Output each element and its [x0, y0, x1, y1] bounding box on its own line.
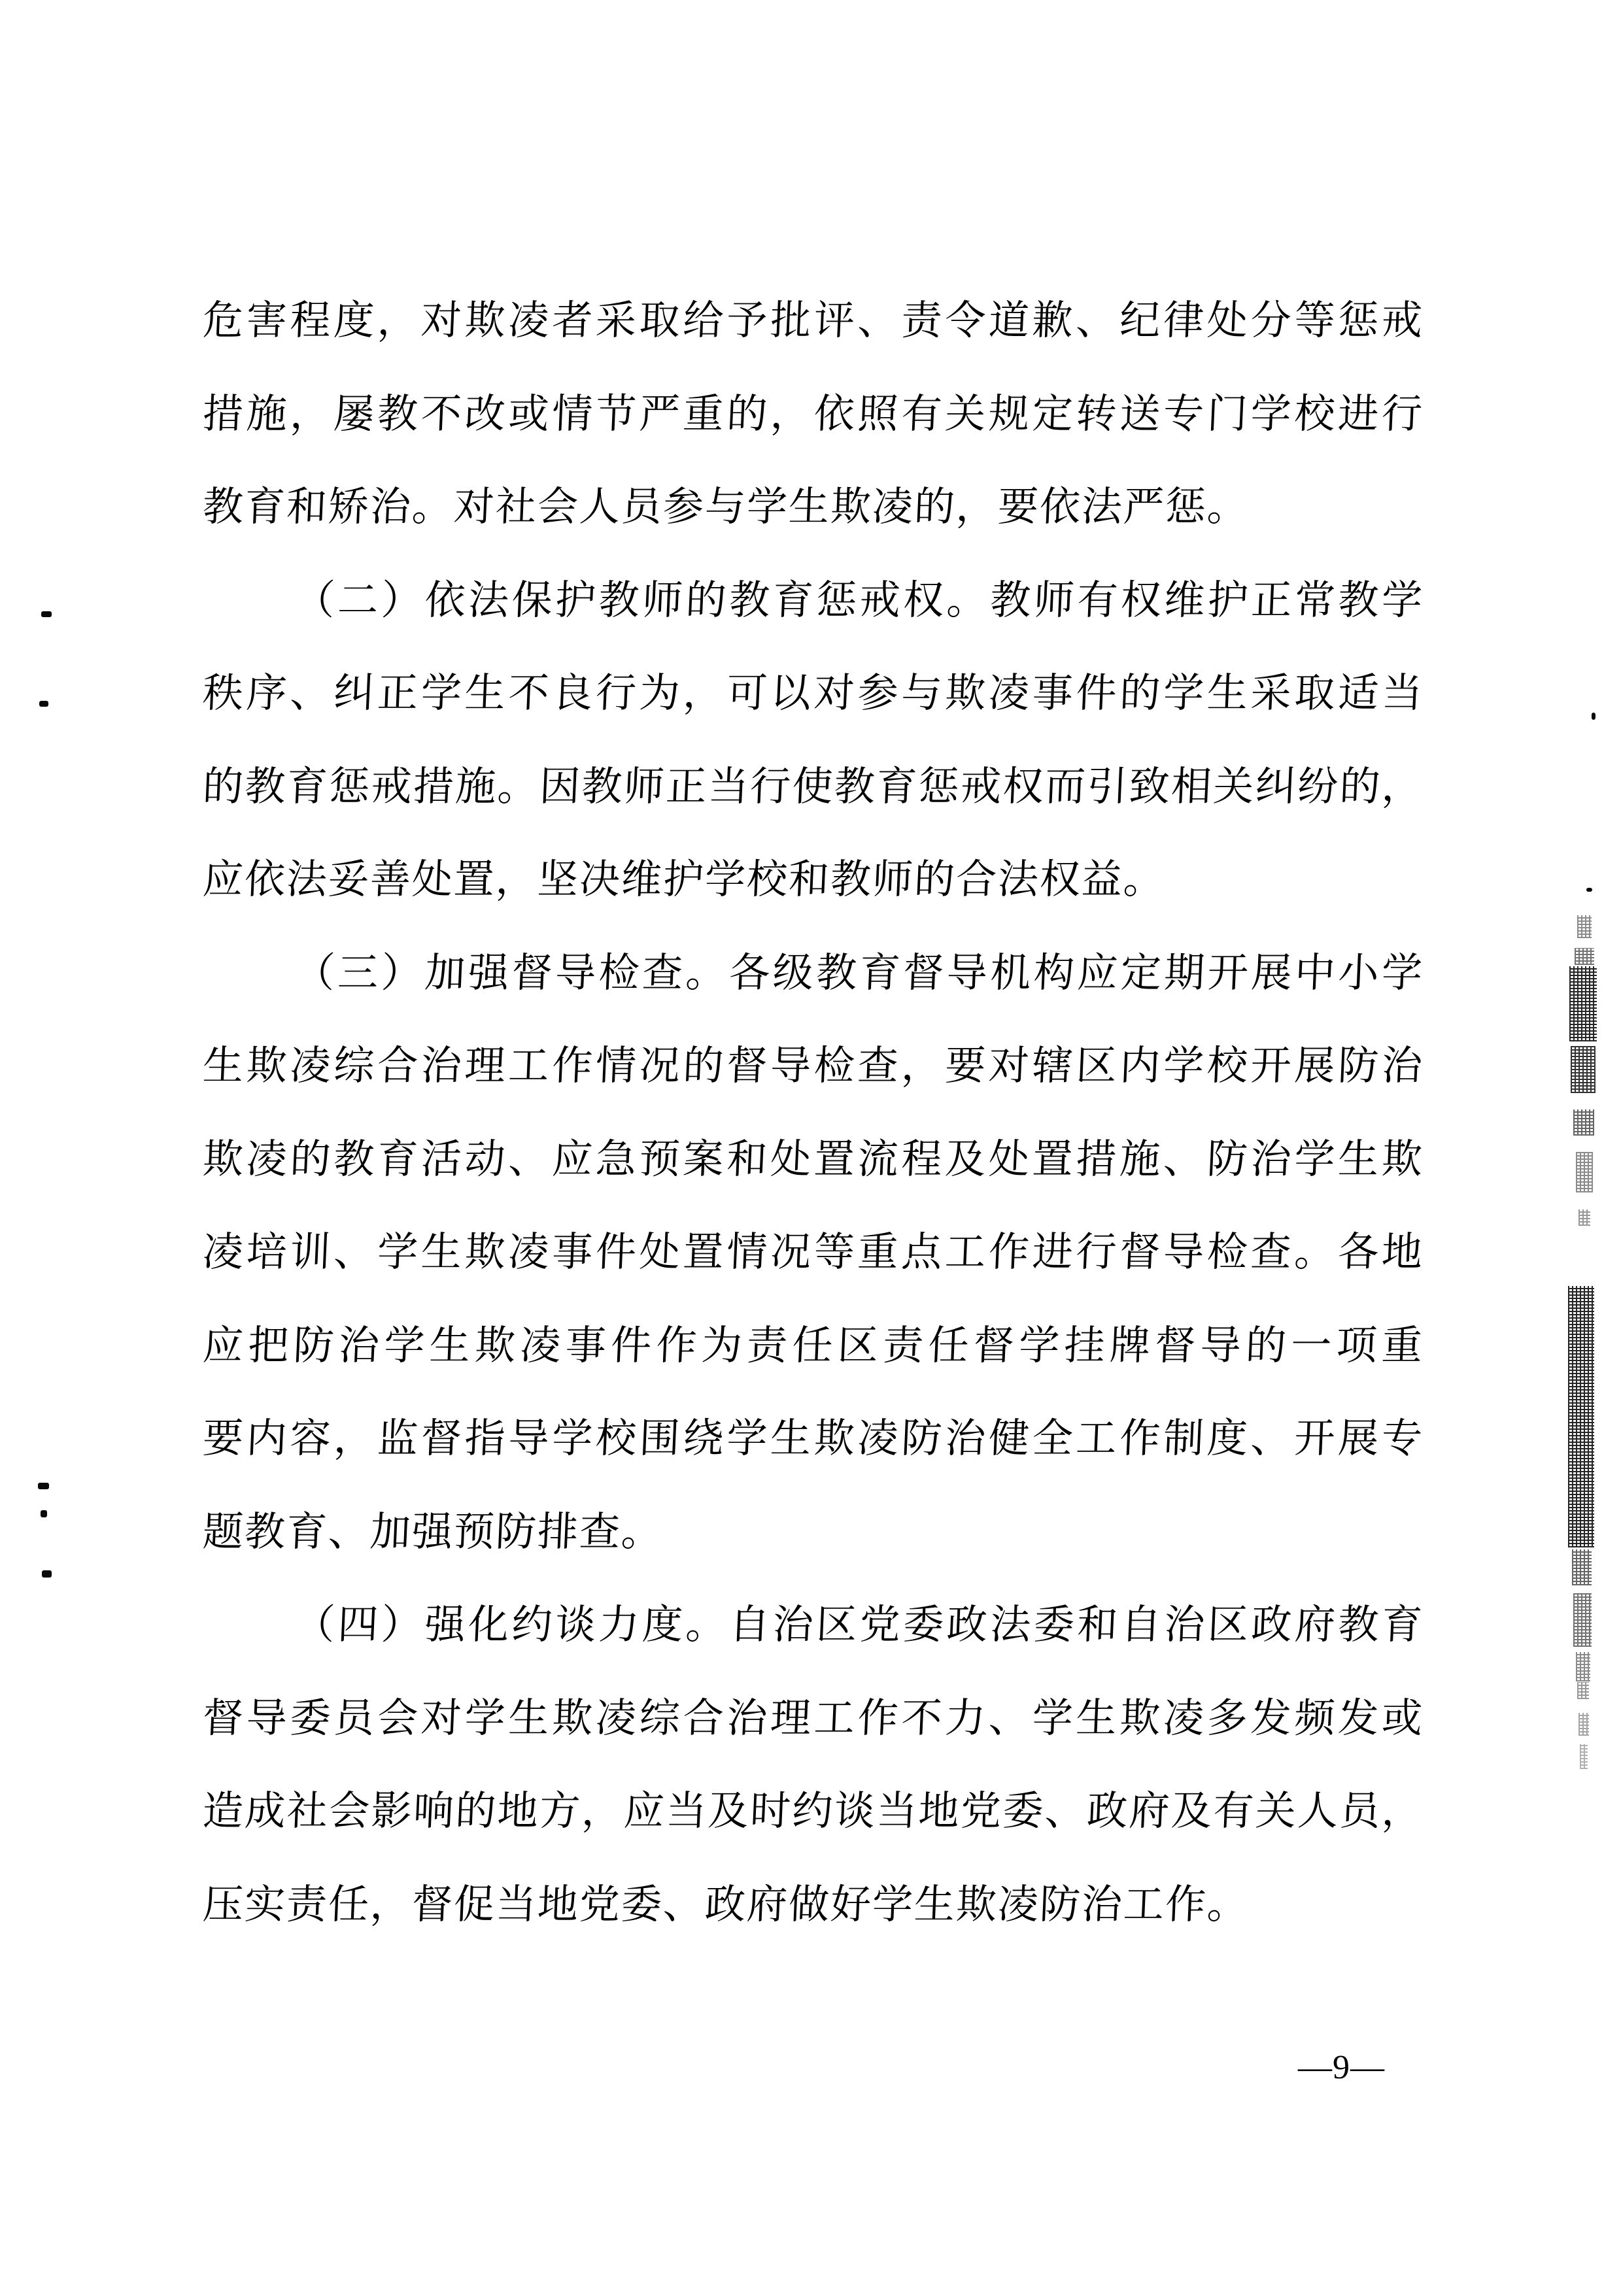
- scan-speck: [38, 1483, 49, 1489]
- scan-speck: [39, 701, 48, 707]
- scan-noise-segment: [1576, 1652, 1590, 1681]
- scan-speck: [41, 611, 52, 617]
- scan-noise-segment: [1577, 915, 1592, 938]
- text-line: 秩序、纠正学生不良行为，可以对参与欺凌事件的学生采取适当: [201, 671, 1424, 716]
- text-line: 的教育惩戒措施。因教师正当行使教育惩戒权而引致相关纠纷的，: [201, 764, 1424, 809]
- scan-noise-segment: [1578, 1713, 1589, 1736]
- text-line: 造成社会影响的地方，应当及时约谈当地党委、政府及有关人员，: [201, 1789, 1424, 1834]
- scan-speck: [41, 1510, 47, 1517]
- scan-noise-segment: [1573, 1593, 1592, 1647]
- scan-speck: [1592, 713, 1595, 720]
- scan-noise-segment: [1575, 948, 1594, 965]
- text-line: 要内容，监督指导学校围绕学生欺凌防治健全工作制度、开展专: [201, 1417, 1424, 1461]
- scan-noise-segment: [1577, 1682, 1589, 1699]
- scan-noise-segment: [1572, 1549, 1592, 1585]
- text-line: 教育和矫治。对社会人员参与学生欺凌的，要依法严惩。: [201, 485, 1250, 530]
- scan-speck: [42, 1570, 52, 1578]
- text-line: 凌培训、学生欺凌事件处置情况等重点工作进行督导检查。各地: [201, 1230, 1424, 1275]
- text-line: 督导委员会对学生欺凌综合治理工作不力、学生欺凌多发频发或: [201, 1696, 1424, 1741]
- text-line: 压实责任，督促当地党委、政府做好学生欺凌防治工作。: [201, 1882, 1250, 1927]
- text-line: （二）依法保护教师的教育惩戒权。教师有权维护正常教学: [293, 578, 1424, 623]
- scan-noise-segment: [1568, 1286, 1594, 1407]
- scan-noise-segment: [1580, 1744, 1588, 1769]
- page-number: —9—: [1298, 2049, 1385, 2086]
- text-line: 应依法妥善处置，坚决维护学校和教师的合法权益。: [201, 858, 1167, 902]
- text-line: （三）加强督导检查。各级教育督导机构应定期开展中小学: [293, 951, 1424, 996]
- scan-noise-segment: [1576, 1152, 1593, 1192]
- text-line: （四）强化约谈力度。自治区党委政法委和自治区政府教育: [293, 1603, 1424, 1647]
- scan-speck: [1586, 888, 1592, 892]
- scan-noise-segment: [1569, 966, 1597, 1041]
- text-line: 生欺凌综合治理工作情况的督导检查，要对辖区内学校开展防治: [201, 1044, 1424, 1089]
- text-line: 措施，屡教不改或情节严重的，依照有关规定转送专门学校进行: [201, 392, 1424, 437]
- text-line: 题教育、加强预防排查。: [201, 1510, 664, 1555]
- scan-noise-segment: [1568, 1407, 1594, 1547]
- text-line: 欺凌的教育活动、应急预案和处置流程及处置措施、防治学生欺: [201, 1137, 1424, 1182]
- scan-noise-segment: [1573, 1109, 1594, 1136]
- text-line: 危害程度，对欺凌者采取给予批评、责令道歉、纪律处分等惩戒: [201, 299, 1424, 343]
- body-text: [203, 275, 1422, 1951]
- text-line: 应把防治学生欺凌事件作为责任区责任督学挂牌督导的一项重: [201, 1323, 1424, 1368]
- scan-noise-segment: [1578, 1209, 1590, 1226]
- scan-noise-segment: [1571, 1046, 1595, 1093]
